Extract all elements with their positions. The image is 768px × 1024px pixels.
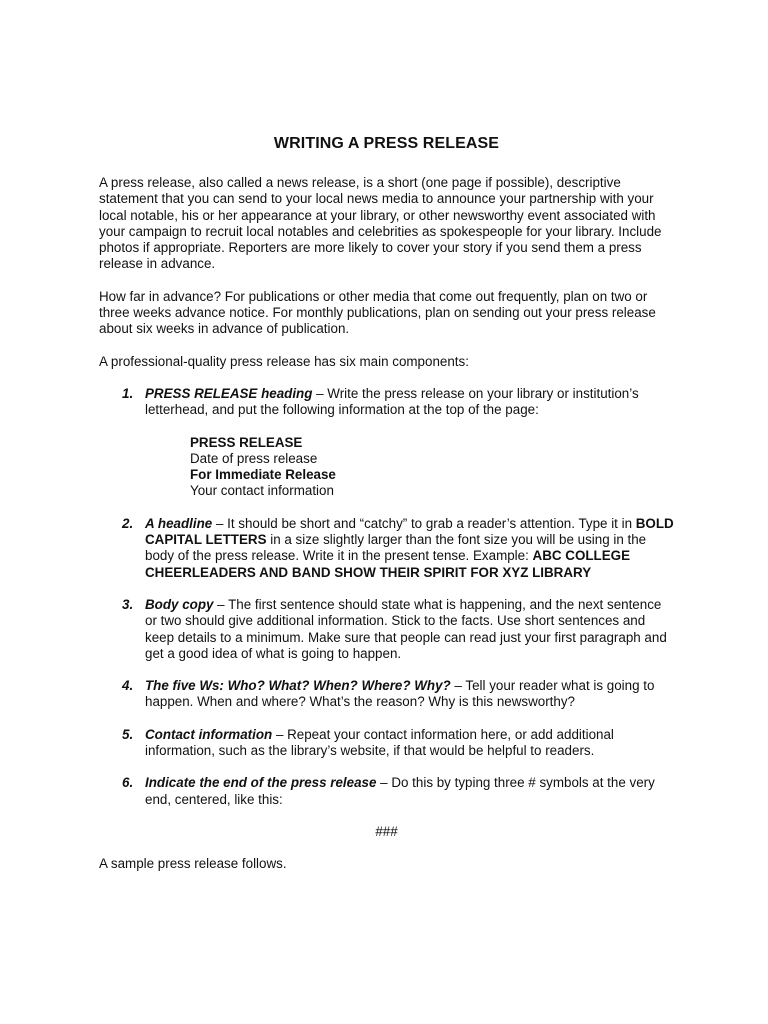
heading-line: PRESS RELEASE: [190, 434, 303, 450]
list-term: Indicate the end of the press release: [145, 775, 377, 791]
document-body: [99, 134, 674, 889]
list-number: 5.: [122, 726, 134, 742]
list-number: 3.: [122, 596, 134, 612]
list-number: 1.: [122, 385, 134, 401]
list-term: A headline: [145, 515, 213, 531]
list-text: in a size slightly larger than the font size you will be using in the body of the press release. Write it in the present tense. Example:: [145, 532, 647, 564]
list-text: – It should be short and “catchy” to grab a reader’s attention. Type it in: [212, 515, 636, 531]
heading-line: For Immediate Release: [190, 467, 336, 483]
list-item: [99, 516, 674, 581]
list-text: – Repeat your contact information here, or add additional information, such as the library’s website, if that would be helpful to readers.: [145, 726, 614, 759]
list-text: – Do this by typing three # symbols at the very end, centered, like this:: [145, 775, 655, 807]
list-text: – Tell your reader what is going to happen. When and where? What’s the reason? Why is this newsworthy?: [145, 678, 655, 710]
components-intro: A professional-quality press release has six main components:: [99, 353, 469, 369]
closing-paragraph: A sample press release follows.: [99, 856, 287, 872]
bold-phrase: BOLD CAPITAL LETTERS: [145, 515, 674, 548]
list-number: 6.: [122, 775, 134, 791]
heading-sample: [190, 435, 674, 500]
page-title: WRITING A PRESS RELEASE: [273, 135, 500, 152]
heading-line: Date of press release: [190, 450, 318, 466]
list-number: 4.: [122, 678, 134, 694]
list-item: [99, 775, 674, 808]
list-item: [99, 597, 674, 662]
heading-line: Your contact information: [190, 483, 334, 499]
components-list: [99, 386, 674, 808]
end-mark: ###: [375, 823, 398, 839]
intro-paragraph: A press release, also called a news release, is a short (one page if possible), descriptive statement that you can send to your local news media to announce your partnership with your local notable, his or her appearance at your library, or other newsworthy event associated with your campaign to recruit local notables and celebrities as spokespeople for your library. Include photos if appropriate. Reporters are more likely to cover your story if you send them a press release in advance.: [99, 175, 662, 272]
list-item: [99, 678, 674, 711]
list-number: 2.: [122, 515, 134, 531]
headline-example: ABC COLLEGE CHEERLEADERS AND BAND SHOW THEIR SPIRIT FOR XYZ LIBRARY: [145, 548, 631, 580]
list-term: PRESS RELEASE heading: [145, 385, 313, 401]
list-term: Contact information: [145, 726, 273, 742]
list-text: – Write the press release on your library or institution’s letterhead, and put the following information at the top of the page:: [145, 385, 639, 418]
list-item: [99, 727, 674, 760]
list-term: The five Ws: Who? What? When? Where? Why?: [145, 678, 451, 694]
advance-paragraph: How far in advance? For publications or other media that come out frequently, plan on two or three weeks advance notice. For monthly publications, plan on sending out your press release about six weeks in advance of publication.: [99, 288, 656, 337]
list-term: Body copy: [145, 596, 214, 612]
list-item: [99, 386, 674, 500]
list-text: – The first sentence should state what is happening, and the next sentence or two should give additional information. Stick to the facts. Use short sentences and keep details to a minimum. Make sure that people can read just your first paragraph and get a good idea of what is going to happen.: [145, 596, 667, 661]
